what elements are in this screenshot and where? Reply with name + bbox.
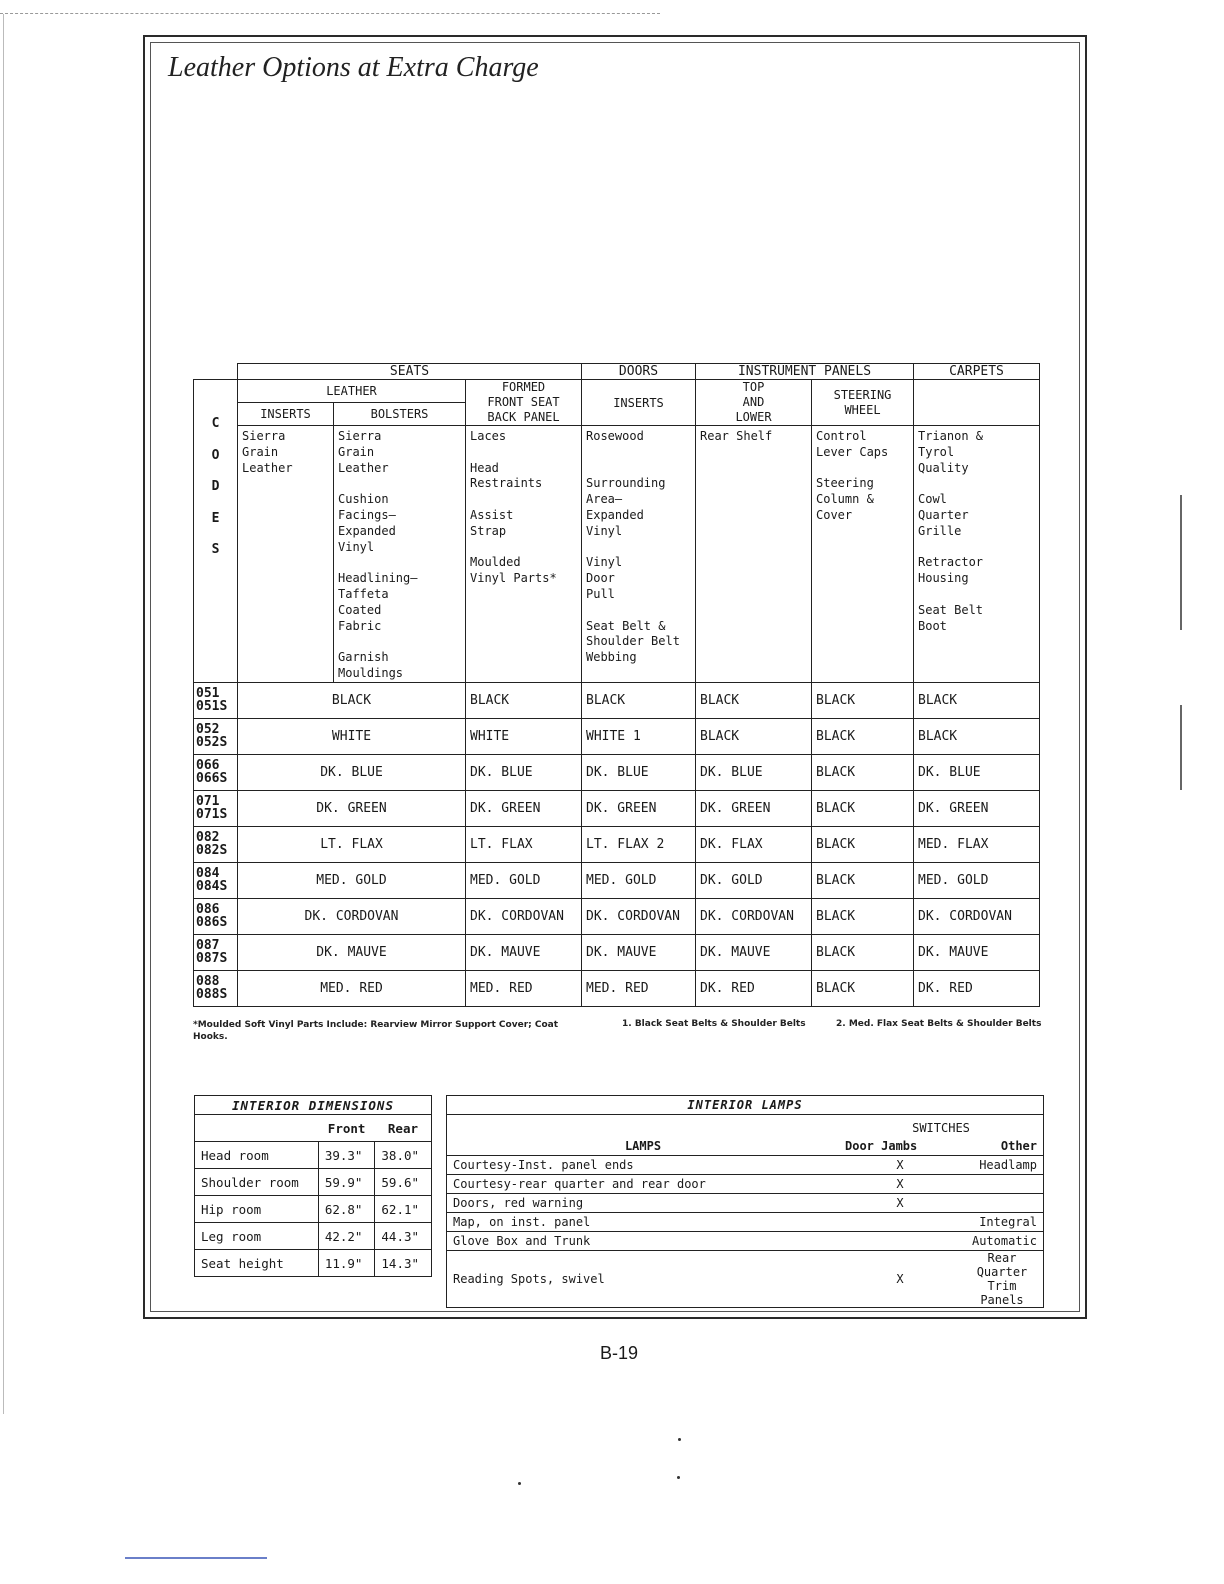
leather-color: MED. GOLD <box>238 862 466 898</box>
bolsters-description: Sierra Grain Leather Cushion Facings— Expanded Vinyl Headlining— Taffeta Coated Fabric Garnish Mouldings <box>334 426 466 683</box>
leather-color: MED. RED <box>238 970 466 1006</box>
dimension-label: Seat height <box>195 1250 319 1277</box>
lamp-name: Glove Box and Trunk <box>447 1232 840 1251</box>
back-panel-color: LT. FLAX <box>466 826 582 862</box>
other-switch: Automatic <box>961 1232 1044 1251</box>
top-lower-color: DK. FLAX <box>696 826 812 862</box>
door-jamb-switch: X <box>839 1251 961 1308</box>
code-cell: 051 051S <box>194 682 238 718</box>
door-jamb-switch: X <box>839 1194 961 1213</box>
dimension-label: Leg room <box>195 1223 319 1250</box>
code-cell: 084 084S <box>194 862 238 898</box>
lamp-name: Doors, red warning <box>447 1194 840 1213</box>
codes-letter: C <box>211 416 220 431</box>
other-switch: Headlamp <box>961 1156 1044 1175</box>
doors-color: DK. MAUVE <box>582 934 696 970</box>
top-lower-color: DK. MAUVE <box>696 934 812 970</box>
leather-inserts-header: INSERTS <box>238 403 334 426</box>
table-row <box>195 1169 432 1196</box>
scan-top-line <box>0 13 660 14</box>
interior-lamps-title: INTERIOR LAMPS <box>447 1096 1044 1115</box>
seats-header: SEATS <box>238 364 582 380</box>
table-row <box>194 682 1040 718</box>
scan-blue-line <box>125 1557 267 1559</box>
dimension-front: 39.3" <box>318 1142 375 1169</box>
dimension-front: 11.9" <box>318 1250 375 1277</box>
dimension-rear: 38.0" <box>375 1142 432 1169</box>
carpets-color: DK. CORDOVAN <box>914 898 1040 934</box>
scan-margin-mark <box>1180 495 1182 630</box>
code-cell: 052 052S <box>194 718 238 754</box>
interior-dimensions-title: INTERIOR DIMENSIONS <box>195 1096 432 1115</box>
other-switch <box>961 1175 1044 1194</box>
interior-dimensions-table <box>194 1095 432 1277</box>
lamp-name: Reading Spots, swivel <box>447 1251 840 1308</box>
dimension-front: 62.8" <box>318 1196 375 1223</box>
doors-color: BLACK <box>582 682 696 718</box>
other-switch <box>961 1194 1044 1213</box>
doors-color: DK. BLUE <box>582 754 696 790</box>
leather-bolsters-header: BOLSTERS <box>334 403 466 426</box>
leather-color: DK. MAUVE <box>238 934 466 970</box>
dimension-front: 59.9" <box>318 1169 375 1196</box>
table-row <box>194 718 1040 754</box>
table-row <box>194 934 1040 970</box>
top-lower-color: DK. CORDOVAN <box>696 898 812 934</box>
doors-color: MED. RED <box>582 970 696 1006</box>
lamp-name: Map, on inst. panel <box>447 1213 840 1232</box>
back-panel-color: DK. CORDOVAN <box>466 898 582 934</box>
doors-color: DK. GREEN <box>582 790 696 826</box>
footnote-two: 2. Med. Flax Seat Belts & Shoulder Belts <box>836 1019 1042 1029</box>
switches-header: SWITCHES <box>912 1121 970 1135</box>
carpets-color: MED. FLAX <box>914 826 1040 862</box>
steering-color: BLACK <box>812 970 914 1006</box>
steering-color: BLACK <box>812 682 914 718</box>
steering-description: Control Lever Caps Steering Column & Cover <box>812 426 914 683</box>
interior-lamps-table <box>446 1095 1044 1308</box>
doors-color: LT. FLAX 2 <box>582 826 696 862</box>
door-jamb-switch <box>839 1232 961 1251</box>
top-lower-color: DK. RED <box>696 970 812 1006</box>
code-cell: 082 082S <box>194 826 238 862</box>
table-row <box>195 1142 432 1169</box>
carpets-color: DK. MAUVE <box>914 934 1040 970</box>
back-panel-color: DK. BLUE <box>466 754 582 790</box>
instrument-panels-header: INSTRUMENT PANELS <box>696 364 914 380</box>
dimension-rear: 59.6" <box>375 1169 432 1196</box>
lamp-name: Courtesy-rear quarter and rear door <box>447 1175 840 1194</box>
scan-left-line <box>3 14 4 1414</box>
door-inserts-description: Rosewood Surrounding Area— Expanded Vinyl Vinyl Door Pull Seat Belt & Shoulder Belt Webbing <box>582 426 696 683</box>
dimension-label: Hip room <box>195 1196 319 1223</box>
top-lower-color: BLACK <box>696 718 812 754</box>
code-cell: 071 071S <box>194 790 238 826</box>
steering-wheel-header: STEERING WHEEL <box>812 380 914 426</box>
page-title: Leather Options at Extra Charge <box>168 52 539 83</box>
doors-color: MED. GOLD <box>582 862 696 898</box>
back-panel-description: Laces Head Restraints Assist Strap Moulded Vinyl Parts* <box>466 426 582 683</box>
sub-header-row <box>194 380 1040 403</box>
table-row <box>194 790 1040 826</box>
door-inserts-header: INSERTS <box>582 380 696 426</box>
steering-color: BLACK <box>812 898 914 934</box>
other-switch: Integral <box>961 1213 1044 1232</box>
page-number: B-19 <box>600 1343 639 1363</box>
top-and-lower-header: TOP AND LOWER <box>696 380 812 426</box>
carpets-header: CARPETS <box>914 364 1040 380</box>
table-row <box>195 1223 432 1250</box>
doors-header: DOORS <box>582 364 696 380</box>
dimension-rear: 62.1" <box>375 1196 432 1223</box>
carpets-color: DK. RED <box>914 970 1040 1006</box>
back-panel-color: DK. GREEN <box>466 790 582 826</box>
table-row <box>447 1175 1044 1194</box>
carpets-color: DK. GREEN <box>914 790 1040 826</box>
scan-margin-mark <box>1180 705 1182 790</box>
dimension-front: 42.2" <box>318 1223 375 1250</box>
leather-color: DK. BLUE <box>238 754 466 790</box>
lamp-name: Courtesy-Inst. panel ends <box>447 1156 840 1175</box>
doors-color: WHITE 1 <box>582 718 696 754</box>
carpets-color: DK. BLUE <box>914 754 1040 790</box>
leather-header: LEATHER <box>238 380 466 403</box>
table-row <box>194 754 1040 790</box>
table-row <box>447 1156 1044 1175</box>
code-cell: 087 087S <box>194 934 238 970</box>
back-panel-color: MED. RED <box>466 970 582 1006</box>
table-row <box>447 1232 1044 1251</box>
leather-color: BLACK <box>238 682 466 718</box>
steering-color: BLACK <box>812 754 914 790</box>
footnote-one: 1. Black Seat Belts & Shoulder Belts <box>622 1019 806 1029</box>
code-cell: 086 086S <box>194 898 238 934</box>
dimension-label: Head room <box>195 1142 319 1169</box>
table-row <box>447 1213 1044 1232</box>
back-panel-color: BLACK <box>466 682 582 718</box>
dimension-rear: 44.3" <box>375 1223 432 1250</box>
door-jamb-switch <box>839 1213 961 1232</box>
inserts-description: Sierra Grain Leather <box>238 426 334 683</box>
table-row <box>194 898 1040 934</box>
back-panel-color: MED. GOLD <box>466 862 582 898</box>
table-row <box>447 1251 1044 1308</box>
top-lower-color: DK. GREEN <box>696 790 812 826</box>
table-row <box>194 862 1040 898</box>
table-row <box>447 1194 1044 1213</box>
leather-color: WHITE <box>238 718 466 754</box>
scan-speck <box>678 1438 681 1441</box>
code-cell: 088 088S <box>194 970 238 1006</box>
description-row <box>194 426 1040 683</box>
door-jamb-switch: X <box>839 1175 961 1194</box>
leather-color: DK. CORDOVAN <box>238 898 466 934</box>
steering-color: BLACK <box>812 718 914 754</box>
codes-letter: D <box>211 479 220 494</box>
back-panel-header: FORMED FRONT SEAT BACK PANEL <box>466 380 582 426</box>
carpets-description: Trianon & Tyrol Quality Cowl Quarter Grille Retractor Housing Seat Belt Boot <box>914 426 1040 683</box>
leather-color: DK. GREEN <box>238 790 466 826</box>
other-switch: Rear Quarter Trim Panels <box>961 1251 1044 1308</box>
codes-vertical-label <box>194 380 238 683</box>
other-column-header: Other <box>961 1137 1044 1156</box>
table-row <box>194 970 1040 1006</box>
code-cell: 066 066S <box>194 754 238 790</box>
lamps-column-header: LAMPS <box>447 1137 840 1156</box>
top-lower-color: DK. BLUE <box>696 754 812 790</box>
door-jambs-column-header: Door Jambs <box>839 1137 961 1156</box>
top-lower-color: BLACK <box>696 682 812 718</box>
table-row <box>195 1196 432 1223</box>
dimension-rear: 14.3" <box>375 1250 432 1277</box>
doors-color: DK. CORDOVAN <box>582 898 696 934</box>
carpets-color: BLACK <box>914 718 1040 754</box>
color-codes-table <box>193 363 1040 1007</box>
top-lower-description: Rear Shelf <box>696 426 812 683</box>
steering-color: BLACK <box>812 862 914 898</box>
rear-column-header: Rear <box>375 1115 432 1142</box>
back-panel-color: DK. MAUVE <box>466 934 582 970</box>
scan-speck <box>677 1476 680 1479</box>
leather-color: LT. FLAX <box>238 826 466 862</box>
steering-color: BLACK <box>812 826 914 862</box>
carpets-sub-header <box>914 380 1040 426</box>
dimension-label: Shoulder room <box>195 1169 319 1196</box>
group-header-row <box>194 364 1040 380</box>
carpets-color: BLACK <box>914 682 1040 718</box>
footnote-star: *Moulded Soft Vinyl Parts Include: Rearview Mirror Support Cover; Coat Hooks. <box>193 1020 559 1042</box>
codes-letter: E <box>211 510 220 526</box>
table-row <box>195 1250 432 1277</box>
table-row <box>194 826 1040 862</box>
door-jamb-switch: X <box>839 1156 961 1175</box>
scan-speck <box>518 1482 521 1485</box>
carpets-color: MED. GOLD <box>914 862 1040 898</box>
back-panel-color: WHITE <box>466 718 582 754</box>
top-lower-color: DK. GOLD <box>696 862 812 898</box>
steering-color: BLACK <box>812 934 914 970</box>
codes-letter: S <box>211 542 220 557</box>
front-column-header: Front <box>318 1115 375 1142</box>
codes-letter: O <box>211 447 220 463</box>
steering-color: BLACK <box>812 790 914 826</box>
color-rows <box>194 682 1040 1006</box>
